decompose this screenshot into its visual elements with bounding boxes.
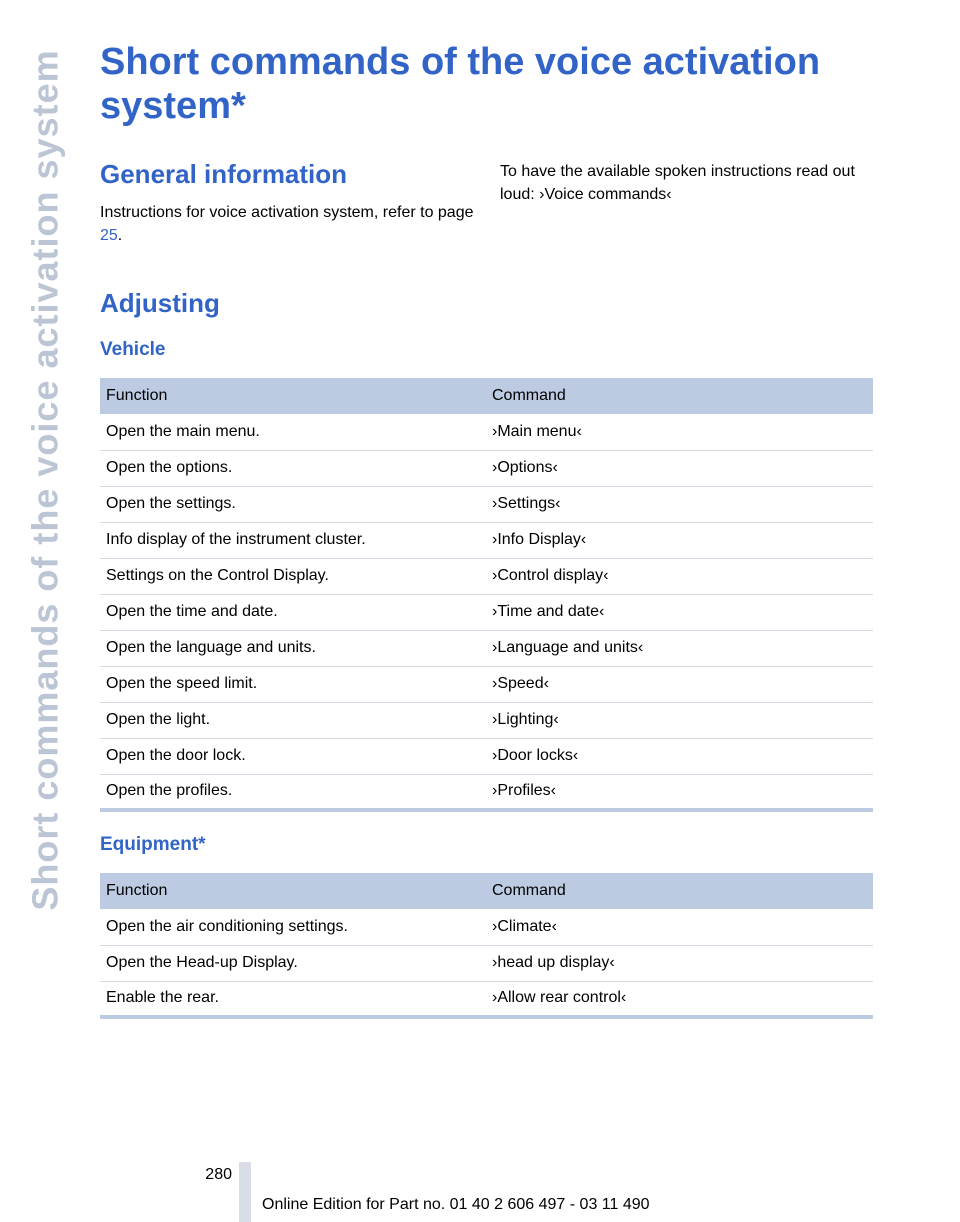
side-chapter-title-text: Short commands of the voice activation system (25, 49, 67, 911)
spoken-instructions-text: To have the available spoken instructions read out loud: ›Voice commands‹ (500, 163, 855, 203)
command-cell: ›Allow rear control‹ (486, 981, 873, 1017)
function-cell: Open the profiles. (100, 774, 486, 810)
table-header-row (100, 873, 873, 909)
table-row (100, 414, 873, 450)
command-cell: ›Main menu‹ (486, 414, 873, 450)
command-cell: ›Time and date‹ (486, 594, 873, 630)
function-cell: Info display of the instrument cluster. (100, 522, 486, 558)
command-cell: ›Profiles‹ (486, 774, 873, 810)
command-cell: ›Climate‹ (486, 909, 873, 945)
command-cell: ›Speed‹ (486, 666, 873, 702)
general-text-before: Instructions for voice activation system, refer to page (100, 204, 474, 221)
equipment-heading: Equipment* (100, 834, 206, 855)
side-chapter-title (22, 40, 70, 920)
vehicle-commands-table (100, 378, 873, 812)
function-cell: Open the Head-up Display. (100, 945, 486, 981)
footer-divider-bar (239, 1162, 251, 1222)
function-cell: Open the options. (100, 450, 486, 486)
table-row (100, 666, 873, 702)
adjusting-heading: Adjusting (100, 288, 220, 318)
command-cell: ›Door locks‹ (486, 738, 873, 774)
table-row (100, 630, 873, 666)
table-row (100, 594, 873, 630)
general-text-after: . (117, 227, 123, 244)
table-row (100, 486, 873, 522)
table-row (100, 909, 873, 945)
equipment-commands-table (100, 873, 873, 1019)
function-cell: Open the light. (100, 702, 486, 738)
command-cell: ›Options‹ (486, 450, 873, 486)
general-information-text (100, 201, 480, 247)
table-header-row (100, 378, 873, 414)
column-header-command: Command (492, 882, 566, 899)
online-edition-text: Online Edition for Part no. 01 40 2 606 497 - 03 11 490 (262, 1196, 650, 1213)
column-header-command: Command (492, 387, 566, 404)
table-row (100, 450, 873, 486)
page-reference-link[interactable]: 25 (100, 227, 118, 244)
column-header-function: Function (106, 882, 168, 899)
general-information-heading: General information (100, 159, 348, 189)
table-row (100, 558, 873, 594)
command-cell: ›Lighting‹ (486, 702, 873, 738)
command-cell: ›Settings‹ (486, 486, 873, 522)
page-number: 280 (205, 1166, 232, 1183)
table-row (100, 981, 873, 1017)
function-cell: Open the speed limit. (100, 666, 486, 702)
table-row (100, 522, 873, 558)
function-cell: Open the door lock. (100, 738, 486, 774)
table-row (100, 945, 873, 981)
command-cell: ›Control display‹ (486, 558, 873, 594)
function-cell: Enable the rear. (100, 981, 486, 1017)
column-header-function: Function (106, 387, 168, 404)
function-cell: Open the air conditioning settings. (100, 909, 486, 945)
function-cell: Open the settings. (100, 486, 486, 522)
table-row (100, 738, 873, 774)
command-cell: ›Info Display‹ (486, 522, 873, 558)
function-cell: Open the language and units. (100, 630, 486, 666)
page-title: Short commands of the voice activation system* (100, 41, 821, 127)
command-cell: ›head up display‹ (486, 945, 873, 981)
command-cell: ›Language and units‹ (486, 630, 873, 666)
table-row (100, 702, 873, 738)
table-row (100, 774, 873, 810)
vehicle-heading: Vehicle (100, 339, 166, 360)
function-cell: Settings on the Control Display. (100, 558, 486, 594)
function-cell: Open the main menu. (100, 414, 486, 450)
function-cell: Open the time and date. (100, 594, 486, 630)
